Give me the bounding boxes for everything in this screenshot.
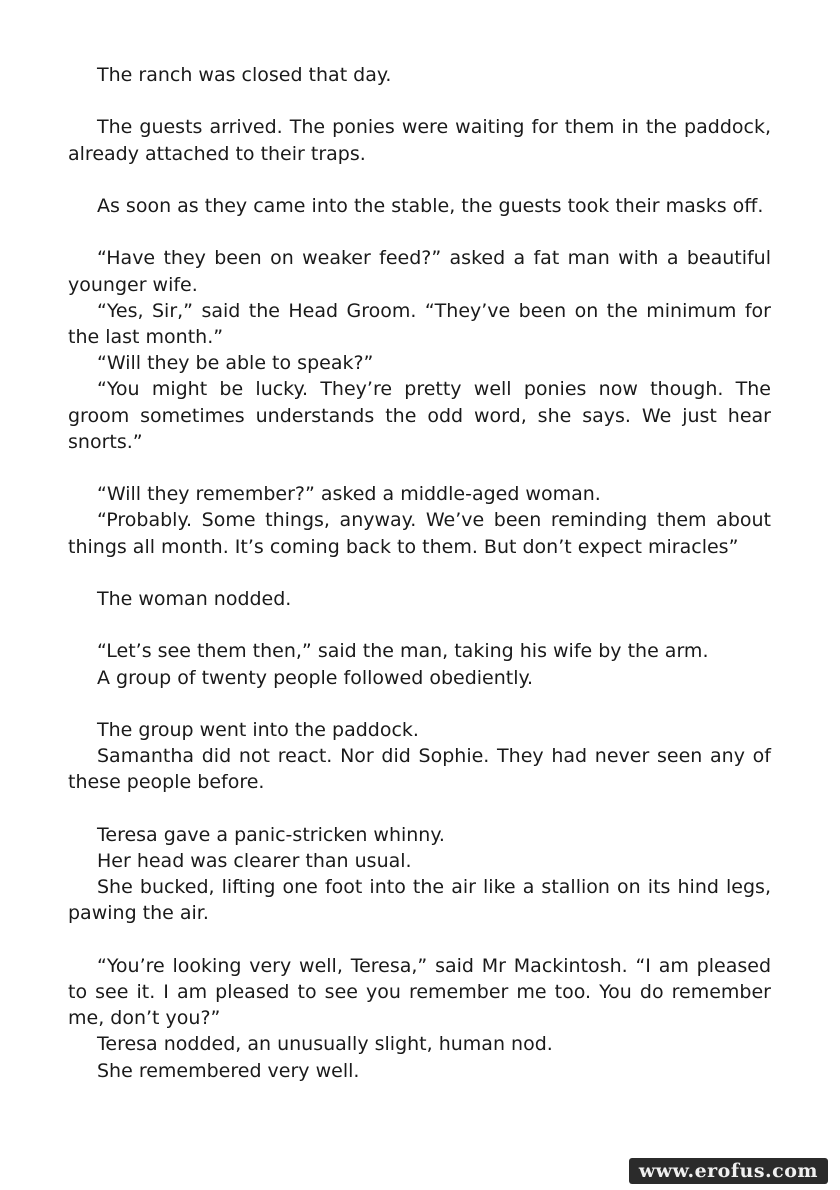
paragraph-3: As soon as they came into the stable, the guests took their masks off. <box>97 194 764 217</box>
paragraph-17: She bucked, lifting one foot into the air like a stallion on its hind legs, pawing the air. <box>68 876 771 925</box>
paragraph-6: “Will they be able to speak?” <box>97 352 374 375</box>
paragraph-gap <box>68 167 771 193</box>
paragraph-7: “You might be lucky. They’re pretty well ponies now though. The groom sometimes understands the odd word, she says. We just hear snorts.” <box>68 378 771 453</box>
paragraph-16: Her head was clearer than usual. <box>97 849 412 872</box>
paragraph-10: The woman nodded. <box>97 587 292 610</box>
paragraph-13: The group went into the paddock. <box>97 718 419 741</box>
paragraph-gap <box>68 927 771 953</box>
paragraph-18: “You’re looking very well, Teresa,” said Mr Mackintosh. “I am pleased to see it. I am pleased to see you remember me too. You do remember me, don’t you?” <box>68 954 771 1030</box>
paragraph-4: “Have they been on weaker feed?” asked a fat man with a beautiful younger wife. <box>68 247 771 296</box>
paragraph-15: Teresa gave a panic-stricken whinny. <box>97 823 445 846</box>
paragraph-12: A group of twenty people followed obediently. <box>97 666 534 689</box>
paragraph-2: The guests arrived. The ponies were waiting for them in the paddock, already attached to their traps. <box>68 116 771 165</box>
paragraph-gap <box>68 796 771 822</box>
paragraph-19: Teresa nodded, an unusually slight, human nod. <box>97 1033 553 1056</box>
paragraph-gap <box>68 612 771 638</box>
paragraph-gap <box>68 88 771 114</box>
paragraph-9: “Probably. Some things, anyway. We’ve been reminding them about things all month. It’s coming back to them. But don’t expect miracles” <box>68 509 771 558</box>
paragraph-gap <box>68 219 771 245</box>
paragraph-20: She remembered very well. <box>97 1059 360 1082</box>
watermark-text: www.erofus.com <box>638 1160 818 1182</box>
watermark-badge <box>629 1158 828 1184</box>
document-body <box>68 62 771 1084</box>
paragraph-5: “Yes, Sir,” said the Head Groom. “They’ve been on the minimum for the last month.” <box>68 299 771 348</box>
paragraph-8: “Will they remember?” asked a middle-aged woman. <box>97 483 601 506</box>
paragraph-11: “Let’s see them then,” said the man, taking his wife by the arm. <box>97 640 709 663</box>
paragraph-14: Samantha did not react. Nor did Sophie. They had never seen any of these people before. <box>68 745 771 794</box>
paragraph-gap <box>68 560 771 586</box>
paragraph-1: The ranch was closed that day. <box>97 64 392 86</box>
paragraph-gap <box>68 455 771 481</box>
paragraph-gap <box>68 691 771 717</box>
